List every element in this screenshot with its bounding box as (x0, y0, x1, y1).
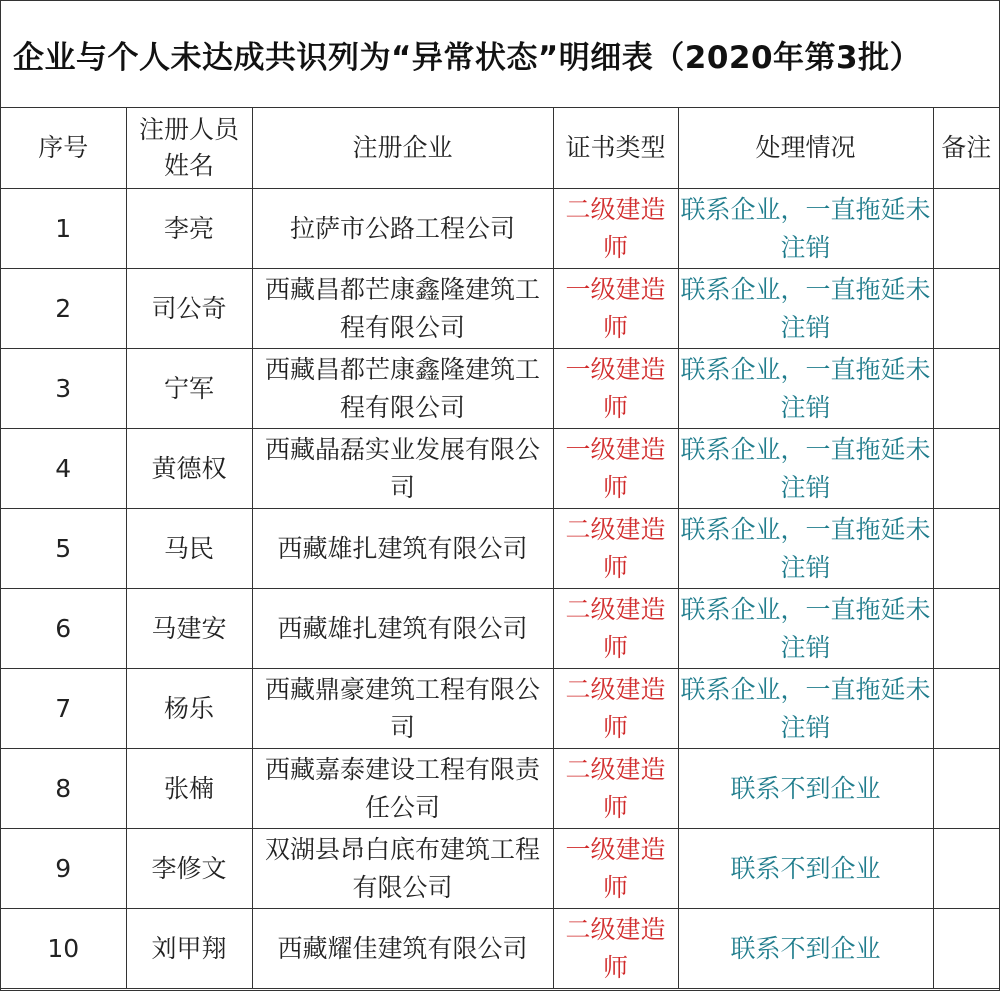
header-seq: 序号 (1, 108, 126, 189)
cell-remark (933, 269, 999, 349)
cell-remark (933, 749, 999, 829)
cell-seq: 9 (1, 829, 126, 909)
cell-seq: 1 (1, 189, 126, 269)
cell-cert-type: 一级建造师 (553, 269, 678, 349)
header-row (1, 108, 999, 189)
cell-name: 刘甲翔 (126, 909, 252, 989)
cell-status: 联系企业，一直拖延未注销 (678, 349, 933, 429)
cell-status: 联系不到企业 (678, 829, 933, 909)
cell-company: 西藏昌都芒康鑫隆建筑工程有限公司 (252, 349, 553, 429)
cell-remark (933, 829, 999, 909)
cell-name: 李修文 (126, 829, 252, 909)
header-company: 注册企业 (252, 108, 553, 189)
table-row (1, 829, 999, 909)
cell-seq: 2 (1, 269, 126, 349)
table-row (1, 189, 999, 269)
table-row (1, 589, 999, 669)
table-row (1, 749, 999, 829)
cell-name: 李亮 (126, 189, 252, 269)
cell-status: 联系企业，一直拖延未注销 (678, 509, 933, 589)
table-row (1, 909, 999, 989)
cell-name: 张楠 (126, 749, 252, 829)
table-title: 企业与个人未达成共识列为“异常状态”明细表（2020年第3批） (1, 1, 999, 108)
header-remark: 备注 (933, 108, 999, 189)
cell-seq: 5 (1, 509, 126, 589)
cell-remark (933, 509, 999, 589)
table-row (1, 669, 999, 749)
cell-company: 拉萨市公路工程公司 (252, 189, 553, 269)
table-row (1, 269, 999, 349)
cell-cert-type: 二级建造师 (553, 189, 678, 269)
cell-cert-type: 二级建造师 (553, 509, 678, 589)
cell-seq: 7 (1, 669, 126, 749)
cell-seq: 4 (1, 429, 126, 509)
cell-company: 西藏鼎豪建筑工程有限公司 (252, 669, 553, 749)
cell-status: 联系不到企业 (678, 909, 933, 989)
cell-cert-type: 二级建造师 (553, 589, 678, 669)
cell-remark (933, 349, 999, 429)
cell-name: 马建安 (126, 589, 252, 669)
cell-cert-type: 一级建造师 (553, 429, 678, 509)
table-row (1, 429, 999, 509)
cell-seq: 8 (1, 749, 126, 829)
cell-company: 西藏耀佳建筑有限公司 (252, 909, 553, 989)
cell-status: 联系企业，一直拖延未注销 (678, 189, 933, 269)
cell-status: 联系企业，一直拖延未注销 (678, 429, 933, 509)
table-row (1, 349, 999, 429)
cell-seq: 6 (1, 589, 126, 669)
cell-remark (933, 589, 999, 669)
cell-cert-type: 二级建造师 (553, 669, 678, 749)
cell-cert-type: 一级建造师 (553, 349, 678, 429)
cell-status: 联系企业，一直拖延未注销 (678, 269, 933, 349)
abnormal-status-table (1, 108, 999, 989)
cell-name: 杨乐 (126, 669, 252, 749)
cell-company: 西藏晶磊实业发展有限公司 (252, 429, 553, 509)
cell-company: 西藏雄扎建筑有限公司 (252, 509, 553, 589)
cell-company: 西藏昌都芒康鑫隆建筑工程有限公司 (252, 269, 553, 349)
table-row (1, 509, 999, 589)
cell-remark (933, 909, 999, 989)
cell-cert-type: 二级建造师 (553, 909, 678, 989)
cell-remark (933, 669, 999, 749)
cell-company: 西藏嘉泰建设工程有限责任公司 (252, 749, 553, 829)
cell-cert-type: 二级建造师 (553, 749, 678, 829)
cell-name: 马民 (126, 509, 252, 589)
cell-seq: 10 (1, 909, 126, 989)
header-cert: 证书类型 (553, 108, 678, 189)
cell-name: 宁军 (126, 349, 252, 429)
cell-remark (933, 189, 999, 269)
cell-company: 西藏雄扎建筑有限公司 (252, 589, 553, 669)
cell-remark (933, 429, 999, 509)
table-body (1, 189, 999, 989)
cell-company: 双湖县昂白底布建筑工程有限公司 (252, 829, 553, 909)
cell-cert-type: 一级建造师 (553, 829, 678, 909)
header-status: 处理情况 (678, 108, 933, 189)
cell-seq: 3 (1, 349, 126, 429)
cell-name: 黄德权 (126, 429, 252, 509)
cell-status: 联系企业，一直拖延未注销 (678, 589, 933, 669)
cell-status: 联系不到企业 (678, 749, 933, 829)
cell-name: 司公奇 (126, 269, 252, 349)
header-name: 注册人员姓名 (126, 108, 252, 189)
cell-status: 联系企业，一直拖延未注销 (678, 669, 933, 749)
